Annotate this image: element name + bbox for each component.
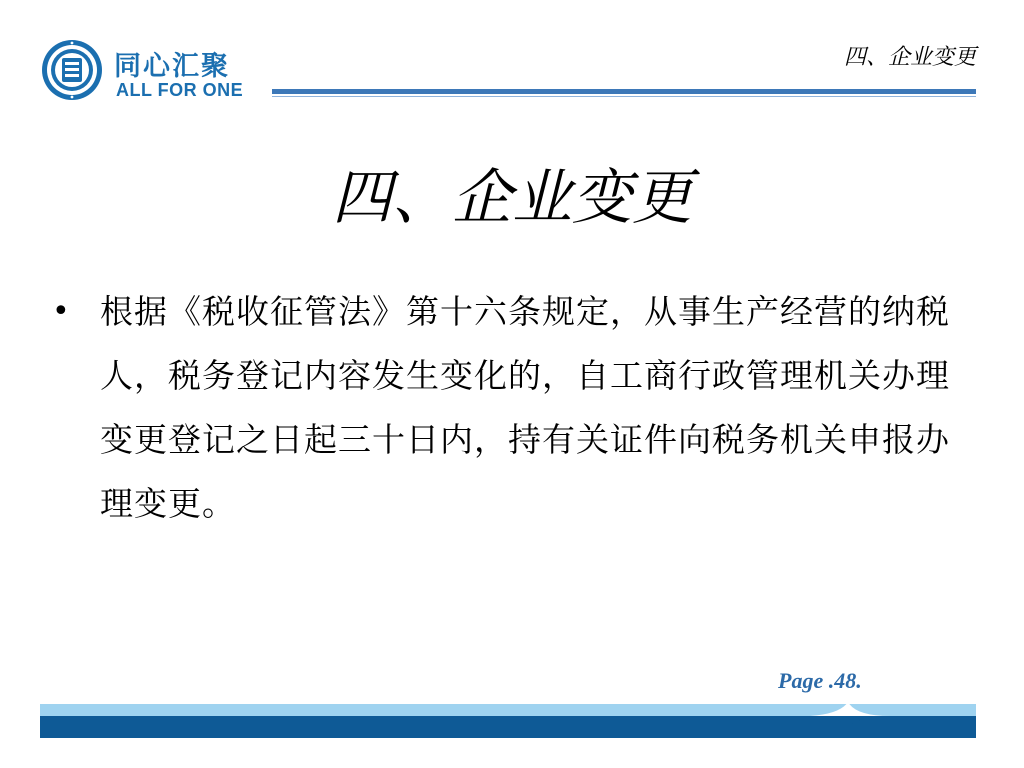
- page-number: Page .48.: [778, 668, 862, 693]
- slide-body: [52, 280, 972, 536]
- slide-title: 四、企业变更: [332, 163, 692, 233]
- bullet-text: 根据《税收征管法》第十六条规定，从事生产经营的纳税人，税务登记内容发生变化的，自工商行政管理机关办理变更登记之日起三十日内，持有关证件向税务机关申报办理变更。: [100, 292, 950, 523]
- header-divider-thin: [272, 96, 976, 97]
- seal-emblem-icon: [40, 38, 104, 102]
- bullet-item: [52, 280, 972, 536]
- bullet-dot-icon: •: [52, 294, 70, 329]
- logo-chinese-name: 同心汇聚: [114, 51, 230, 82]
- logo-english-name: ALL FOR ONE: [116, 80, 244, 100]
- footer-banner: [40, 704, 976, 738]
- section-label: 四、企业变更: [843, 45, 976, 70]
- header-divider: [272, 89, 976, 94]
- logo: [40, 38, 270, 102]
